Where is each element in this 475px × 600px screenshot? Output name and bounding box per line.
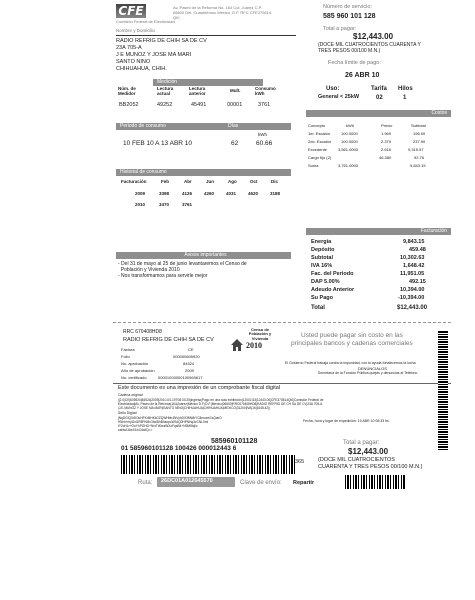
- costs-cell: 3,561.0000: [338, 147, 359, 152]
- history-cell: 4620: [248, 191, 259, 196]
- stub-name: RADIO REFRIG DE CHIH SA DE CV: [123, 337, 214, 343]
- service-number-label: Número de servicio:: [323, 4, 372, 10]
- billing-total-label: Total: [311, 305, 325, 311]
- history-header: Dic: [271, 179, 279, 184]
- chain-line: ||2.0|CE|605920|84524|2009|2010-04-19T08:33:25|ingreso|Pago en una sola exhibición|12002.63|12443.00|CFE370814QI0|Comisión Federal de: [118, 398, 324, 402]
- billing-total-amount: $12,443.00: [397, 305, 428, 311]
- chain-line: Electricidad|Av. Paseo de la Reforma|164|Juárez|México D.F.|D.F.|Mexico|06600|RRC670408HD8|RADIO REFRIG DE CH SA DE CV|23A 705-A: [118, 402, 323, 406]
- issue-place: Fecha, hora y lugar de expedición: 19 ABR 10 08:33 hs: [303, 419, 389, 423]
- period-range: 10 FEB 10 A 13 ABR 10: [123, 140, 193, 147]
- billing-label: Fac. del Periodo: [311, 271, 354, 277]
- route-value: 26DC01A012645570: [161, 478, 213, 484]
- chain-label: Cadena original: [118, 393, 143, 397]
- stub-value: 2009: [185, 368, 194, 373]
- history-cell: 3398: [159, 191, 170, 196]
- seal-line: jNqDGIQ3rDOuHFKr6IHKkOZQWHbh4NVyhDX3MWkYC8ecoreGxQcbO: [118, 416, 222, 420]
- meter-header: Lectura anterior: [189, 86, 206, 96]
- billing-bar: Facturación: [306, 228, 451, 235]
- footer-code: 365: [295, 459, 305, 465]
- stub-value: 84524: [183, 361, 195, 366]
- period-average: 60.66: [256, 140, 273, 147]
- period-kwh-header: kWh: [258, 132, 267, 137]
- multiplier: 00001: [227, 102, 243, 108]
- cutoff-date: 26 ABR 10: [345, 72, 380, 79]
- costs-cell: 9,315.57: [408, 147, 424, 152]
- gov-note-1: El Gobierno Federal trabaja contra la impunidad, con tu ayuda fortalecemos la lucha: [285, 361, 416, 365]
- costs-cell: 2.616: [381, 147, 392, 152]
- chain-line: |J.E.MUNOZ Y JOSE MA MARI|SANTO NINO|CHIHUAHUA|CHIHUAHUA|MEXICO|31200|IVA|16|1648.42||: [118, 406, 270, 410]
- history-cell: 4260: [204, 191, 215, 196]
- census-title: Censo de Población y Vivienda: [248, 327, 272, 341]
- history-header: Jun: [206, 179, 215, 184]
- stub-label: Año de aprobación: [121, 368, 155, 373]
- use-value: General < 25kW: [318, 94, 360, 100]
- key-value: Repartir: [293, 480, 315, 486]
- billing-amount: 459.48: [409, 247, 426, 253]
- notice-line: - Nos transformamos para servirle mejor: [118, 273, 208, 279]
- billing-amount: 10,394.00: [400, 287, 425, 293]
- bill-page: [113, 0, 451, 600]
- costs-cell: Excedente: [308, 147, 327, 152]
- billing-label: DAP 5.00%: [311, 279, 340, 285]
- billing-amount: -10,394.00: [398, 295, 425, 301]
- history-cell: 2010: [135, 202, 146, 207]
- costs-cell: 100.0000: [341, 139, 358, 144]
- customer-line: CHIHUAHUA, CHIH.: [116, 66, 167, 72]
- billing-label: Depósito: [311, 247, 335, 253]
- meter-header: Lectura actual: [157, 86, 174, 96]
- costs-cell: Cargo fijo (2): [308, 155, 332, 160]
- costs-header: kWh: [346, 123, 354, 128]
- costs-cell: 237.90: [413, 139, 426, 144]
- notice-line: Población y Vivienda 2010: [118, 267, 180, 273]
- customer-divider: [116, 35, 296, 36]
- costs-cell: 196.90: [413, 131, 426, 136]
- costs-header: Precio: [381, 123, 393, 128]
- pay-free-line-1: Usted puede pagar sin costo en las: [301, 332, 403, 339]
- stub-value: CE: [188, 347, 194, 352]
- costs-cell: 46.380: [379, 155, 392, 160]
- history-cell: 3761: [182, 202, 193, 207]
- stub-rrc: RRC 670408HD8: [123, 329, 162, 335]
- costs-header: Concepto: [308, 123, 326, 128]
- costs-cell: 2do. Escalón: [308, 139, 332, 144]
- barcode: [121, 455, 296, 474]
- tear-line: [113, 322, 451, 323]
- billing-amount: 10,302.63: [400, 255, 425, 261]
- costs-header: Subtotal: [411, 123, 426, 128]
- history-bar: Historial de consumo: [116, 169, 291, 176]
- wires-label: Hilos: [398, 86, 413, 92]
- footer-total-amount: $12,443.00: [348, 447, 389, 456]
- seal-line: H5bh+myl2xGR8PN4hGtwlDhBhaopcW34Q0HPNHq3zCNL0mi: [118, 420, 209, 424]
- footer-total-words-1: (DOCE MIL CUATROCIENTOS: [318, 457, 395, 463]
- history-cell: 3188: [270, 191, 281, 196]
- fiscal-divider: [113, 383, 451, 384]
- stub-value: 000000605920: [173, 354, 200, 359]
- billing-label: Adeudo Anterior: [311, 287, 355, 293]
- gov-note-3: Secretaría de la Función Pública quejas y denuncias al Teléfono: [318, 371, 418, 375]
- wires-value: 1: [403, 95, 407, 101]
- org-address: Av. Paseo de la Reforma No. 164 Col. Juárez C.P. 06600 Del. Cuauhtémoc México, D.F. RFC CFE370814-QI0: [173, 5, 273, 20]
- customer-label: Nombre y Domicilio: [116, 28, 156, 33]
- org-name: Comisión Federal de Electricidad: [116, 19, 175, 24]
- ocr-line: 01 585960101128 100426 000012443 6: [121, 445, 237, 452]
- period-bar-label: Periodo de consumo: [120, 123, 166, 129]
- notices-bar: Avisos importantes: [116, 252, 291, 259]
- route-label: Ruta:: [138, 480, 153, 486]
- customer-line: SANTO NINO: [116, 59, 151, 65]
- stub-label: No. certificado: [121, 375, 147, 380]
- costs-cell: 1.969: [381, 131, 392, 136]
- billing-amount: 1,648.42: [403, 263, 425, 269]
- costs-bar: Costos: [306, 110, 451, 117]
- seal-line: zaNw14IwX1lvC6wIQ==: [118, 428, 153, 432]
- current-reading: 49252: [157, 102, 173, 108]
- stub-label: Folio: [121, 354, 130, 359]
- total-words-2: TRES PESOS 00/100 M.N.): [318, 48, 381, 54]
- previous-reading: 45491: [191, 102, 207, 108]
- total-amount: $12,443.00: [353, 32, 394, 41]
- notice-line: - Del 31 de mayo al 25 de junio levantaremos el Censo de: [118, 261, 247, 267]
- history-cell: 3470: [159, 202, 170, 207]
- meter-header: Núm. de Medidor: [118, 86, 136, 96]
- period-days-header: Días: [228, 123, 239, 129]
- footer-total-label: Total a pagar:: [343, 440, 380, 446]
- customer-line: J E MUNOZ Y JOSE MA MARI: [116, 52, 192, 58]
- pay-free-line-2: principales bancos y cadenas comerciales: [291, 340, 413, 347]
- billing-amount: 9,843.15: [403, 239, 425, 245]
- meter-header: Mult.: [230, 88, 241, 93]
- history-header: Feb: [161, 179, 170, 184]
- seal-label: Sello Digital: [118, 411, 137, 415]
- cutoff-label: Fecha límite de pago:: [328, 60, 381, 66]
- key-label: Clave de envío:: [240, 480, 282, 486]
- service-number: 585 960 101 128: [323, 13, 376, 20]
- history-cell: 4031: [226, 191, 237, 196]
- total-words-1: (DOCE MIL CUATROCIENTOS CUARENTA Y: [318, 42, 421, 48]
- meter-bar: Medición: [153, 79, 263, 86]
- period-bar: [116, 123, 291, 130]
- billing-amount: 492.15: [409, 279, 426, 285]
- billing-label: Su Pago: [311, 295, 334, 301]
- period-days: 62: [231, 140, 239, 147]
- census-logo: [228, 328, 278, 364]
- footer-service-number: 585960101128: [211, 438, 258, 445]
- use-label: Uso:: [326, 86, 340, 92]
- meter-header: Consumo kWh: [255, 86, 276, 96]
- customer-line: 23A 705-A: [116, 45, 142, 51]
- tariff-value: 02: [376, 95, 383, 101]
- gov-note-2: DENÚNCIALOS: [358, 366, 387, 371]
- costs-cell: 9,843.15: [410, 163, 426, 168]
- stub-label: Factura: [121, 347, 135, 352]
- costs-cell: 100.0000: [341, 131, 358, 136]
- costs-cell: Suma: [308, 163, 319, 168]
- footer-total-words-2: CUARENTA Y TRES PESOS 00/100 M.N.): [318, 464, 423, 470]
- history-header: Facturación: [121, 179, 147, 184]
- route-box: [157, 477, 235, 487]
- seal-line: fY2oHLr+OoYhPGHG+NvrTtI0wsWXoFqsB4+N9Mt0ql/c: [118, 424, 198, 428]
- footer-barcode-small: [345, 475, 405, 489]
- history-header: Abr: [184, 179, 192, 184]
- side-barcode: [438, 330, 448, 450]
- census-year: 2010: [246, 341, 262, 350]
- billing-amount: 11,951.05: [400, 271, 425, 277]
- history-header: Oct: [250, 179, 258, 184]
- billing-label: IVA 16%: [311, 263, 333, 269]
- total-label: Total a pagar:: [323, 26, 357, 32]
- fiscal-statement: Este documento es una impresión de un comprobante fiscal digital: [118, 385, 281, 391]
- costs-cell: 2.379: [381, 139, 392, 144]
- costs-cell: 1er. Escalón: [308, 131, 331, 136]
- customer-line: RADIO REFRIG DE CHIH SA DE CV: [116, 38, 207, 44]
- stub-value: 00001000000100969617: [158, 375, 203, 380]
- stub-label: No. aprobación: [121, 361, 149, 366]
- billing-label: Subtotal: [311, 255, 333, 261]
- costs-cell: 92.76: [414, 155, 425, 160]
- history-header: Ago: [228, 179, 237, 184]
- meter-number: BB2052: [119, 102, 139, 108]
- tariff-label: Tarifa: [371, 86, 387, 92]
- history-cell: 2009: [135, 191, 146, 196]
- costs-cell: 3,761.0000: [338, 163, 359, 168]
- billing-label: Energía: [311, 239, 332, 245]
- cfe-logo: CFE: [116, 4, 146, 18]
- history-cell: 4126: [182, 191, 193, 196]
- consumption-kwh: 3761: [258, 102, 271, 108]
